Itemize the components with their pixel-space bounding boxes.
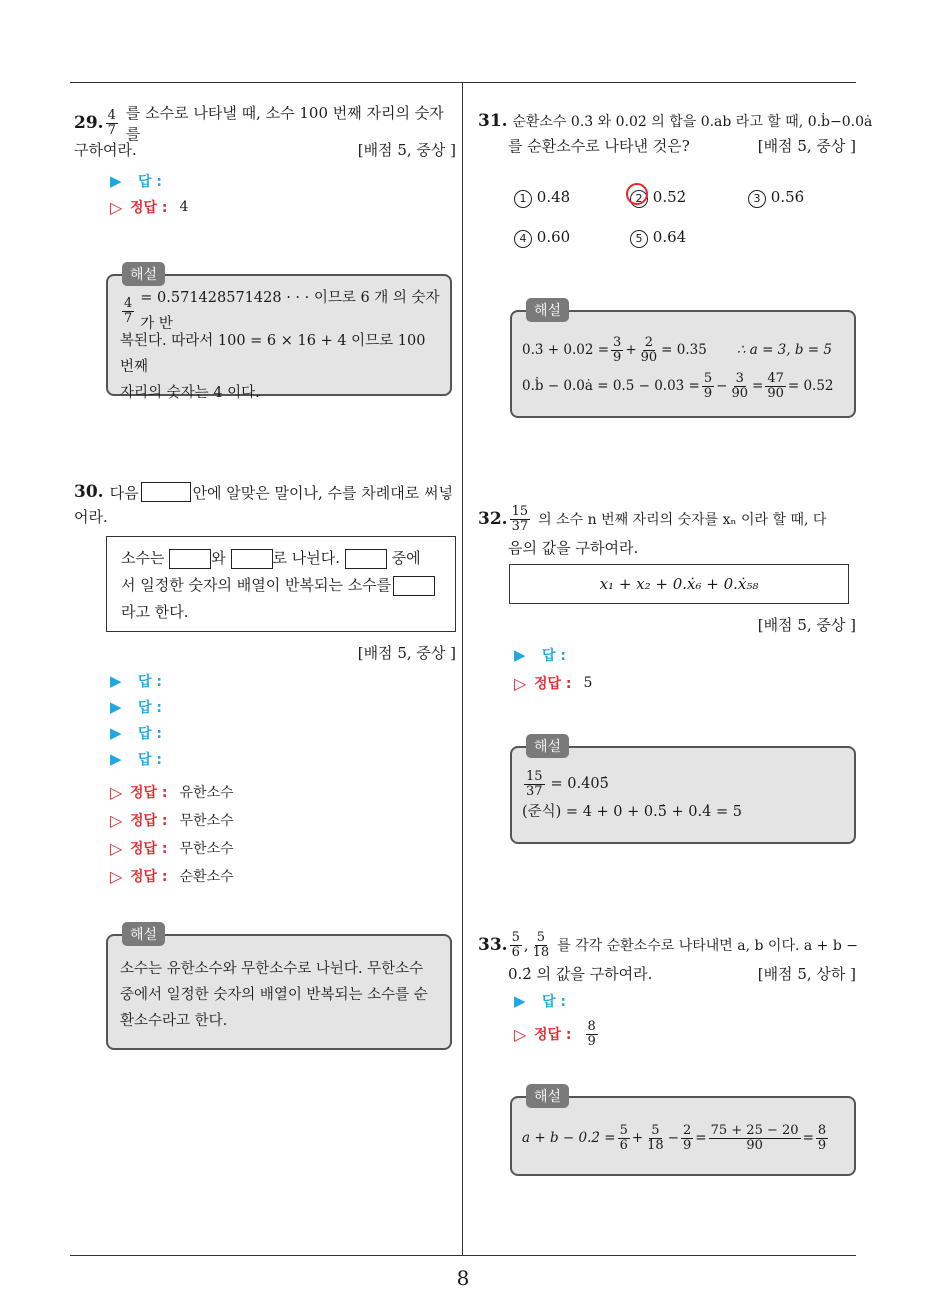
solution-box-31: 해설 0.3̇ + 0.02̇ = $\frac{3}{9}$ + $\frac{2}{90}$ = 0.35̇ ∴ a = 3, b = 5 0.ḃ − 0.0ȧ = 0.5̇ − 0.03̇ = $\frac{5}{9}$ − $\frac{3}{90}$ = $\frac{47}{90}$ = 0.52̇: [510, 310, 856, 418]
answer-label: 답 :: [138, 174, 162, 190]
option-2[interactable]: [630, 188, 686, 208]
score-meta: [배점 5, 중상 ]: [357, 644, 456, 662]
solution-box-30: [106, 927, 452, 1050]
blank-box: [141, 482, 191, 502]
solution-box-32: [510, 739, 856, 844]
fraction: $\frac{4}{7}$: [124, 295, 133, 326]
box-text: 와: [211, 549, 226, 567]
answer-block-33: [514, 988, 600, 1054]
correct-arrow-icon: ▷: [110, 838, 123, 858]
correct-value: 무한소수: [179, 841, 234, 857]
answer-arrow-icon: ▶: [110, 750, 122, 768]
fill-in-box: [106, 536, 456, 632]
question-text-2: 음의 값을 구하여라.: [508, 539, 639, 557]
question-text-2: 를 순환소수로 나타낸 것은?: [508, 137, 690, 155]
question-number: 32.: [478, 509, 508, 529]
bottom-rule: [70, 1255, 856, 1256]
solution-text: = 0.35̇: [661, 342, 707, 358]
option-value: 0.52̇: [652, 188, 687, 206]
fraction: $\frac{75 + 25 - 20}{90}$: [710, 1122, 799, 1153]
solution-line: (준식) = 4 + 0 + 0.5̇ + 0.4̇ = 5: [522, 804, 742, 820]
fraction: $\frac{3}{9}$: [613, 334, 622, 365]
question-text-2: 구하여라.: [74, 141, 137, 159]
solution-text: ∴ a = 3, b = 5: [736, 342, 832, 358]
correct-arrow-icon: ▷: [514, 673, 527, 693]
solution-line: = 0.4̇05̇: [550, 776, 609, 792]
score-meta: [배점 5, 상하 ]: [757, 965, 856, 983]
box-text: 서 일정한 숫자의 배열이 반복되는 소수를: [121, 576, 392, 594]
correct-label: 정답 :: [130, 785, 168, 801]
option-number: 5: [630, 230, 648, 248]
answer-arrow-icon: ▶: [110, 724, 122, 742]
option-value: 0.56̇: [770, 188, 805, 206]
solution-tag: 해설: [526, 298, 569, 322]
question-number: 30.: [74, 482, 104, 502]
correct-arrow-icon: ▷: [110, 782, 123, 802]
box-text: 소수는: [121, 549, 165, 567]
answer-block-30: [110, 668, 234, 890]
answer-label: 답 :: [138, 726, 162, 742]
question-text-2: 0.2̇ 의 값을 구하여라.: [508, 965, 653, 983]
question-number: 31.: [478, 111, 508, 131]
answer-arrow-icon: ▶: [514, 992, 526, 1010]
correct-value: 5: [583, 675, 593, 691]
correct-arrow-icon: ▷: [514, 1024, 527, 1044]
score-meta: [배점 5, 중상 ]: [757, 137, 856, 155]
question-text: 를 소수로 나타낼 때, 소수 100 번째 자리의 숫자를: [125, 104, 444, 143]
correct-value: 무한소수: [179, 813, 234, 829]
fraction: $\frac{47}{90}$: [767, 370, 784, 401]
option-number: 2: [630, 190, 648, 208]
solution-text: 0.ḃ − 0.0ȧ = 0.5̇ − 0.03̇ =: [522, 378, 700, 394]
question-29: [74, 104, 456, 162]
fraction: $\frac{4}{7}$: [107, 107, 116, 138]
answer-label: 답 :: [138, 674, 162, 690]
question-text: 다음: [109, 483, 139, 502]
expression-box: [509, 564, 849, 604]
fraction: $\frac{5}{18}$: [647, 1122, 664, 1153]
answer-label: 답 :: [542, 648, 566, 664]
option-value: 0.60̇: [536, 228, 571, 246]
question-number: 33.: [478, 935, 508, 955]
correct-label: 정답 :: [130, 813, 168, 829]
option-1[interactable]: [514, 188, 570, 208]
answer-arrow-icon: ▶: [110, 672, 122, 690]
answer-label: 답 :: [542, 994, 566, 1010]
answer-label: 답 :: [138, 752, 162, 768]
blank-box: [393, 576, 435, 596]
option-number: 1: [514, 190, 532, 208]
correct-label: 정답 :: [130, 841, 168, 857]
solution-text: 0.3̇ + 0.02̇ =: [522, 342, 610, 358]
column-divider: [462, 82, 463, 1255]
question-text: 순환소수 0.3̇ 와 0.02̇ 의 합을 0.ab 라고 할 때, 0.ḃ−0.0ȧ: [512, 114, 873, 130]
box-text: 중에: [391, 549, 421, 567]
fraction: $\frac{15}{37}$: [511, 503, 529, 534]
solution-tag: 해설: [526, 734, 569, 758]
correct-label: 정답 :: [130, 869, 168, 885]
correct-value: 순환소수: [179, 869, 234, 885]
fraction: $\frac{3}{90}$: [731, 370, 748, 401]
solution-tag: 해설: [122, 262, 165, 286]
correct-label: 정답 :: [534, 1027, 572, 1043]
blank-box: [345, 549, 387, 569]
blank-box: [169, 549, 211, 569]
score-meta: [배점 5, 중상 ]: [357, 141, 456, 159]
solution-text: a + b − 0.2̇ =: [522, 1130, 616, 1146]
score-meta: [배점 5, 중상 ]: [757, 616, 856, 634]
solution-line: = 0.571428571428 · · · 이므로 6 개 의 숫자가 반: [140, 290, 440, 332]
option-3[interactable]: [748, 188, 804, 208]
box-text: 라고 한다.: [121, 603, 189, 621]
fraction: $\frac{2}{90}$: [640, 334, 658, 365]
answer-arrow-icon: ▶: [110, 172, 122, 190]
question-text: 의 소수 n 번째 자리의 숫자를 xₙ 이라 할 때, 다: [538, 512, 827, 528]
solution-box-29: [106, 267, 452, 401]
solution-tag: 해설: [526, 1084, 569, 1108]
option-value: 0.48̇: [536, 188, 571, 206]
fraction: $\frac{5}{6}$: [511, 929, 520, 960]
option-4[interactable]: [514, 228, 570, 248]
question-30: [74, 480, 456, 530]
top-rule: [70, 82, 856, 83]
solution-line: 환소수라고 한다.: [120, 1013, 228, 1029]
solution-box-33: 해설 a + b − 0.2̇ = $\frac{5}{6}$ + $\frac{5}{18}$ − $\frac{2}{9}$ = $\frac{75 + 25 - 20}{90}$ = $\frac{8}{9}$: [510, 1096, 856, 1176]
correct-label: 정답 :: [534, 676, 572, 692]
solution-line: 중에서 일정한 숫자의 배열이 반복되는 소수를 순: [120, 987, 428, 1003]
blank-box: [231, 549, 273, 569]
selected-mark-icon: [626, 183, 648, 205]
option-value: 0.64̇: [652, 228, 687, 246]
option-number: 4: [514, 230, 532, 248]
correct-value: 4: [179, 199, 189, 215]
question-33: 33. $\frac{5}{6}$ , $\frac{5}{18}$ 를 각각 순환소수로 나타내면 a, b 이다. a + b − 0.2̇ 의 값을 구하여라. [배점 5, 상하 ]: [478, 928, 856, 986]
answer-label: 답 :: [138, 700, 162, 716]
fraction: $\frac{5}{9}$: [703, 370, 713, 401]
correct-value: 유한소수: [179, 785, 234, 801]
correct-arrow-icon: ▷: [110, 866, 123, 886]
correct-arrow-icon: ▷: [110, 197, 123, 217]
page-number: 8: [456, 1266, 470, 1290]
solution-tag: 해설: [122, 922, 165, 946]
box-text: 로 나뉜다.: [272, 549, 341, 567]
answer-block-29: [110, 168, 188, 220]
solution-text: = 0.52̇: [787, 378, 834, 394]
correct-value: $\frac{8}{9}$: [587, 1018, 596, 1049]
question-number: 29.: [74, 113, 104, 133]
option-number: 3: [748, 190, 766, 208]
question-text: 안에 알맞은 말이나, 수를 차례대로 써넣: [192, 483, 454, 502]
option-5[interactable]: [630, 228, 686, 248]
expression: x₁ + x₂ + 0.ẋ₆ + 0.ẋ₅₈: [599, 575, 759, 593]
fraction: $\frac{15}{37}$: [526, 768, 543, 799]
solution-line: 자리의 숫자는 4 이다.: [120, 385, 260, 401]
fraction: $\frac{8}{9}$: [817, 1122, 827, 1153]
question-text: 를 각각 순환소수로 나타내면 a, b 이다. a + b −: [557, 938, 859, 954]
answer-block-32: [514, 642, 592, 698]
fraction: $\frac{5}{6}$: [619, 1122, 628, 1153]
solution-line: 소수는 유한소수와 무한소수로 나뉜다. 무한소수: [120, 961, 424, 977]
fraction: $\frac{5}{18}$: [532, 929, 550, 960]
question-31: [478, 108, 873, 158]
correct-arrow-icon: ▷: [110, 810, 123, 830]
answer-arrow-icon: ▶: [514, 646, 526, 664]
correct-label: 정답 :: [130, 200, 168, 216]
fraction: $\frac{2}{9}$: [683, 1122, 692, 1153]
question-text-2: 어라.: [74, 508, 108, 526]
solution-line: 복된다. 따라서 100 = 6 × 16 + 4 이므로 100 번째: [120, 333, 426, 375]
question-32: [478, 502, 856, 560]
answer-arrow-icon: ▶: [110, 698, 122, 716]
